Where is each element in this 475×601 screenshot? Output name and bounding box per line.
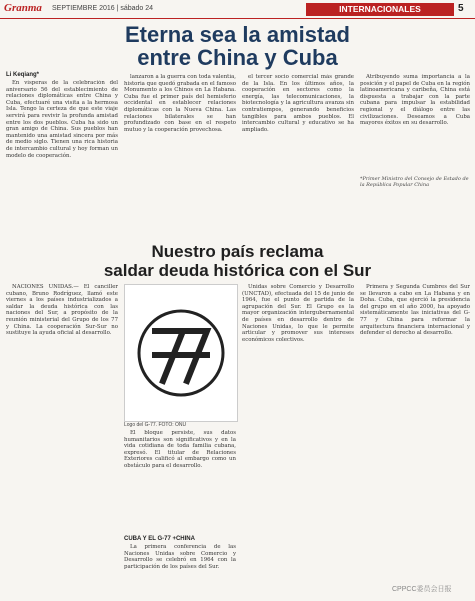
article1-byline: Li Keqiang* (6, 72, 40, 78)
article2-text-1: NACIONES UNIDAS.— El canciller cubano, Bruno Rodríguez, llamó este viernes a los países industrializados a saldar la deuda histórica con las naciones del Sur, a propósito de la reunión ministerial del Grupo de los 77 y China. La cooperación Sur-Sur no sustituye la ayuda oficial al desarrollo. (6, 284, 118, 337)
article2-column-1 (6, 284, 118, 599)
newspaper-logo: Granma (4, 2, 42, 14)
article2-column-2 (124, 430, 236, 534)
article1-column-2 (124, 74, 236, 240)
article2-subhead: CUBA Y EL G-77 +CHINA (124, 536, 195, 542)
section-banner: INTERNACIONALES (306, 3, 454, 16)
article2-text-2: El bloque persiste, sus datos humanitarios son significativos y en la vida cotidiana de toda familia cubana, expresó. El titular de Relaciones Exteriores calificó al embargo como un obstáculo para el desarrollo. (124, 430, 236, 469)
article2-column-4 (360, 284, 470, 599)
article2-text-4: Primera y Segunda Cumbres del Sur se llevaron a cabo en La Habana y en Doha. Cuba, que ejerció la presidencia del grupo en el año 2000, ha apoyado sistemáticamente las iniciativas del G-77 y China para reformar la arquitectura financiera internacional y defender el derecho al desarrollo. (360, 284, 470, 337)
article1-headline (0, 23, 475, 69)
article2-headline (0, 242, 475, 280)
article1-text-1: En vísperas de la celebración del aniversario 56 del establecimiento de relaciones diplomáticas entre China y Cuba, efectuaré una visita a la hermosa Isla. Tengo la certeza de que este viaje servirá para revivir la profunda amistad entre los dos pueblos. Cuba ha sido un gran amigo de China. Sus pueblos han mantenido una amistad sincera por más de medio siglo. Tienen una rica historia de intercambio cultural y hoy forman un modelo de cooperación. (6, 80, 118, 159)
article2-headline-line2: saldar deuda histórica con el Sur (103, 261, 372, 280)
article2-column-2b (124, 544, 236, 599)
article2-column-3 (242, 284, 354, 599)
figure-caption: Logo del G-77. FOTO: ONU (124, 422, 187, 428)
article2-text-3: Unidas sobre Comercio y Desarrollo (UNCTAD), efectuada del 15 de junio de 1964, fue el punto de partida de la agrupación del Sur. El Grupo es la mayor organización intergubernamental de países en desarrollo dentro de Naciones Unidas, lo que le permite articular y promover sus intereses económicos colectivos. (242, 284, 354, 343)
masthead (0, 0, 475, 19)
issue-date: SEPTIEMBRE 2016 | sábado 24 (52, 5, 154, 12)
g77-logo-icon (125, 285, 237, 421)
source-watermark: CPPCC委员会日报 (392, 586, 452, 593)
article1-text-2: lanzaron a la guerra con toda valentía, historia que quedó grabada en el famoso Monumento a los Chinos en La Habana. Cuba fue el primer país del hemisferio occidental en establecer relaciones diplomáticas con la Nueva China. Las relaciones bilaterales se han profundizado con base en el respeto mutuo y la cooperación provechosa. (124, 74, 236, 133)
g77-logo-image (124, 284, 238, 422)
article1-text-4: Atribuyendo suma importancia a la posición y el papel de Cuba en la región latinoamericana y caribeña, China está dispuesta a trabajar con la parte cubana para impulsar la estabilidad regional y el diálogo entre las civilizaciones. Deseamos a Cuba mayores éxitos en su desarrollo. (360, 74, 470, 127)
article2-headline-line1: Nuestro país reclama (151, 242, 324, 261)
article1-column-4 (360, 74, 470, 174)
page-number: 5 (458, 3, 464, 14)
article1-text-3: el tercer socio comercial más grande de la Isla. En los últimos años, la cooperación en sectores como la energía, las telecomunicaciones, la biotecnología y la agricultura avanza sin contratiempos, generando beneficios tangibles para ambos pueblos. El intercambio cultural y educativo se ha ampliado. (242, 74, 354, 133)
article1-column-3 (242, 74, 354, 240)
article1-headline-line1: Eterna sea la amistad (124, 22, 350, 47)
article1-column-1 (6, 80, 118, 240)
article2-text-2b: La primera conferencia de las Naciones Unidas sobre Comercio y Desarrollo se celebró en 1964 con la participación de los países del Sur. (124, 544, 236, 570)
article1-headline-line2: entre China y Cuba (137, 45, 338, 70)
article1-signature: *Primer Ministro del Consejo de Estado de la República Popular China (360, 176, 469, 189)
